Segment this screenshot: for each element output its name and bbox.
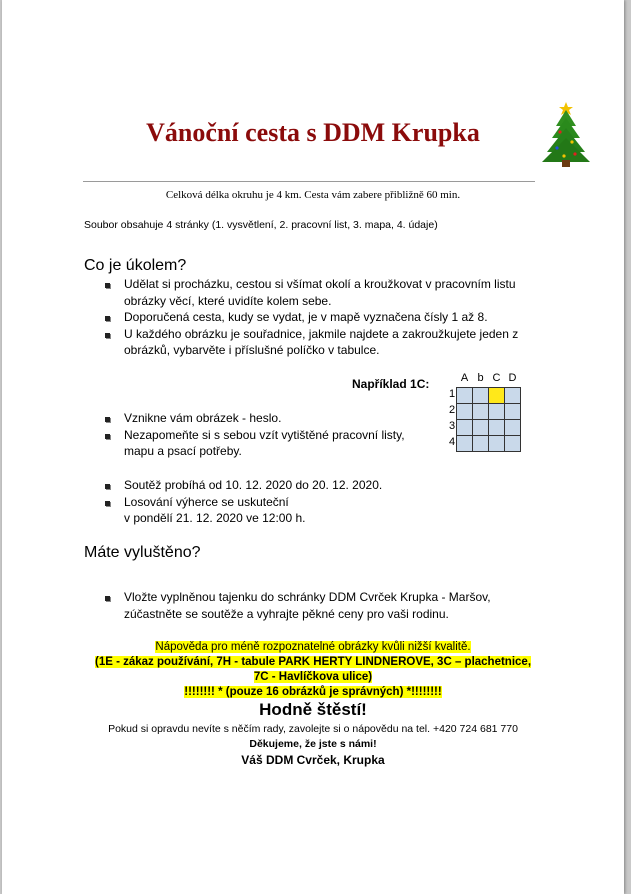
- page-title: Vánoční cesta s DDM Krupka: [146, 118, 480, 147]
- grid-col-label: A: [460, 372, 469, 384]
- list-item: Losování výherce se uskuteční: [102, 494, 382, 511]
- list-item-cont: zúčastněte se soutěže a vyhrajte pěkné ceny pro vaši rodinu.: [124, 606, 449, 621]
- section-heading-solved: Máte vyluštěno?: [84, 544, 201, 561]
- grid-cell: [457, 404, 473, 420]
- list-item-cont: v pondělí 21. 12. 2020 ve 12:00 h.: [124, 511, 306, 525]
- grid-cell: [473, 420, 489, 436]
- contact-text: Pokud si opravdu nevíte s něčím rady, zavolejte si o nápovědu na tel. +420 724 681 770: [108, 723, 518, 735]
- grid-cell: [457, 420, 473, 436]
- grid-cell: [489, 436, 505, 452]
- list-item: Udělat si procházku, cestou si všímat okolí a kroužkovat v pracovním listu: [102, 276, 518, 293]
- list-item: Vznikne vám obrázek - heslo.: [102, 410, 405, 427]
- document-page: [2, 0, 624, 894]
- grid-row-label: 4: [449, 436, 456, 448]
- password-bullets: [102, 410, 405, 460]
- grid-cell: [505, 436, 521, 452]
- list-item: Doporučená cesta, kudy se vydat, je v mapě vyznačena čísly 1 až 8.: [102, 309, 518, 326]
- grid-cell-highlighted: [489, 388, 505, 404]
- list-item: Soutěž probíhá od 10. 12. 2020 do 20. 12. 2020.: [102, 477, 382, 494]
- thanks-text: Děkujeme, že jste s námi!: [249, 738, 377, 750]
- grid-cell: [505, 404, 521, 420]
- christmas-tree-icon: [540, 96, 592, 168]
- section-heading-task: Co je úkolem?: [84, 257, 187, 274]
- grid-cell: [473, 404, 489, 420]
- solved-bullets: [102, 589, 491, 622]
- grid-cell: [489, 404, 505, 420]
- grid-cell: [505, 388, 521, 404]
- grid-col-label: C: [492, 372, 501, 384]
- task-bullets: [102, 276, 518, 359]
- hint-line-2: (1E - zákaz používání, 7H - tabule PARK HERTY LINDNEROVE, 3C – plachetnice,: [94, 656, 532, 668]
- grid-row-label: 2: [449, 404, 456, 416]
- grid-col-label: D: [508, 372, 517, 384]
- list-item-cont: obrázky věcí, které uvidíte kolem sebe.: [124, 293, 332, 308]
- grid-col-label: b: [477, 372, 484, 384]
- grid-cell: [489, 420, 505, 436]
- list-item: Nezapomeňte si s sebou vzít vytištěné pracovní listy,: [102, 427, 405, 444]
- example-label: Například 1C:: [352, 377, 430, 391]
- hint-line-4: !!!!!!!! * (pouze 16 obrázků je správných) *!!!!!!!!: [184, 686, 442, 698]
- grid-cell: [457, 388, 473, 404]
- list-item: Vložte vyplněnou tajenku do schránky DDM Cvrček Krupka - Maršov,: [102, 589, 491, 606]
- grid-row-label: 1: [449, 388, 456, 400]
- grid-cell: [473, 388, 489, 404]
- example-grid: [450, 372, 522, 456]
- route-length-note: Celková délka okruhu je 4 km. Cesta vám zabere přibližně 60 min.: [165, 189, 461, 201]
- contest-bullets: [102, 477, 382, 527]
- hint-line-1: Nápověda pro méně rozpoznatelné obrázky kvůli nižší kvalitě.: [155, 641, 471, 653]
- hint-line-3: 7C - Havlíčkova ulice): [253, 671, 373, 683]
- list-item-cont: obrázků, vybarvěte i příslušné políčko v tabulce.: [124, 343, 380, 357]
- signature-text: Váš DDM Cvrček, Krupka: [241, 753, 385, 767]
- grid-cell: [457, 436, 473, 452]
- grid-cell: [505, 420, 521, 436]
- list-item-cont: mapu a psací potřeby.: [124, 444, 242, 458]
- grid-cells: [456, 387, 521, 452]
- grid-row-label: 3: [449, 420, 456, 432]
- file-info: Soubor obsahuje 4 stránky (1. vysvětlení, 2. pracovní list, 3. mapa, 4. údaje): [84, 219, 438, 231]
- grid-cell: [473, 436, 489, 452]
- list-item: U každého obrázku je souřadnice, jakmile najdete a zakroužkujete jeden z: [102, 326, 518, 343]
- title-divider: [83, 181, 535, 182]
- good-luck-text: Hodně štěstí!: [259, 700, 367, 719]
